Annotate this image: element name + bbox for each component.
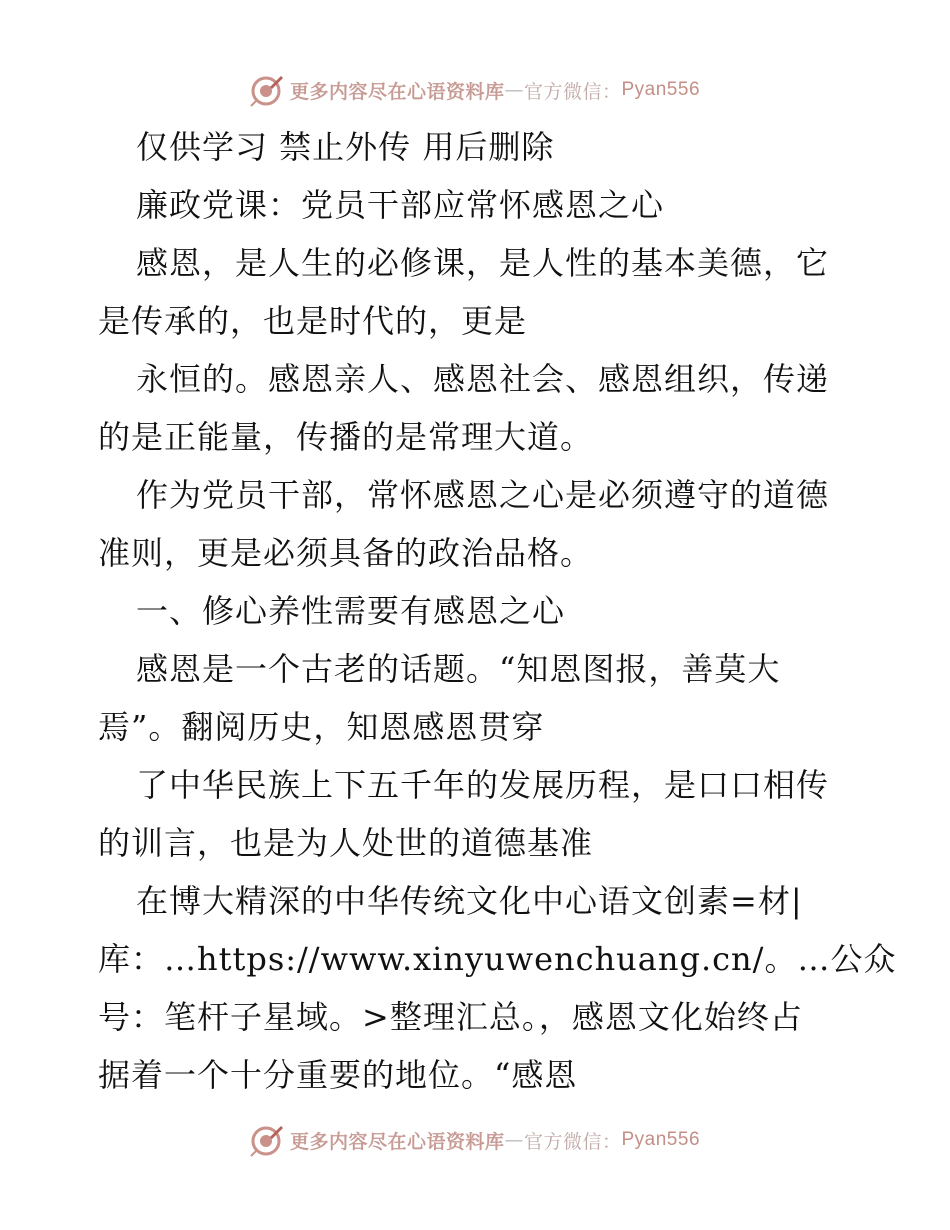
paragraph-line: 了中华民族上下五千年的发展历程，是口口相传 — [136, 766, 830, 804]
section-heading: 一、修心养性需要有感恩之心 — [136, 592, 566, 630]
document-title: 廉政党课：党员干部应常怀感恩之心 — [136, 186, 665, 224]
watermark-main-text: 更多内容尽在心语资料库 — [289, 1130, 505, 1153]
paragraph-line: 作为党员干部，常怀感恩之心是必须遵守的道德 — [136, 476, 830, 514]
watermark-wechat-label: 官方微信： — [523, 1130, 622, 1153]
watermark-wechat-id: Pyan556 — [621, 1129, 701, 1150]
paragraph-line: 在博大精深的中华传统文化中心语文创素=材| — [136, 882, 803, 920]
circle-pen-logo-icon — [250, 73, 284, 107]
watermark-separator: — — [504, 79, 524, 101]
watermark-wechat-id: Pyan556 — [621, 79, 701, 100]
paragraph-line: 准则，更是必须具备的政治品格。 — [98, 534, 594, 572]
document-body — [98, 118, 897, 1104]
notice-line: 仅供学习 禁止外传 用后删除 — [136, 128, 555, 166]
paragraph-line: 的训言，也是为人处世的道德基准 — [98, 824, 594, 862]
watermark-header — [0, 70, 950, 110]
paragraph-line: 感恩是一个古老的话题。“知恩图报，善莫大 — [136, 650, 781, 688]
paragraph-line: 是传承的，也是时代的，更是 — [98, 302, 528, 340]
watermark-footer — [0, 1120, 950, 1160]
watermark-main-text: 更多内容尽在心语资料库 — [289, 80, 505, 103]
paragraph-line: 焉”。翻阅历史，知恩感恩贯穿 — [98, 708, 545, 746]
watermark-separator: — — [504, 1129, 524, 1151]
paragraph-line: 的是正能量，传播的是常理大道。 — [98, 418, 594, 456]
watermark-wechat-label: 官方微信： — [523, 80, 622, 103]
paragraph-line: 号：笔杆子星域。>整理汇总。，感恩文化始终占 — [98, 998, 803, 1036]
circle-pen-logo-icon — [250, 1123, 284, 1157]
paragraph-line: 永恒的。感恩亲人、感恩社会、感恩组织，传递 — [136, 360, 830, 398]
paragraph-line: 库：…https://www.xinyuwenchuang.cn/。…公众 — [98, 940, 897, 978]
paragraph-line: 感恩，是人生的必修课，是人性的基本美德，它 — [136, 244, 830, 282]
paragraph-line: 据着一个十分重要的地位。“感恩 — [98, 1056, 578, 1094]
